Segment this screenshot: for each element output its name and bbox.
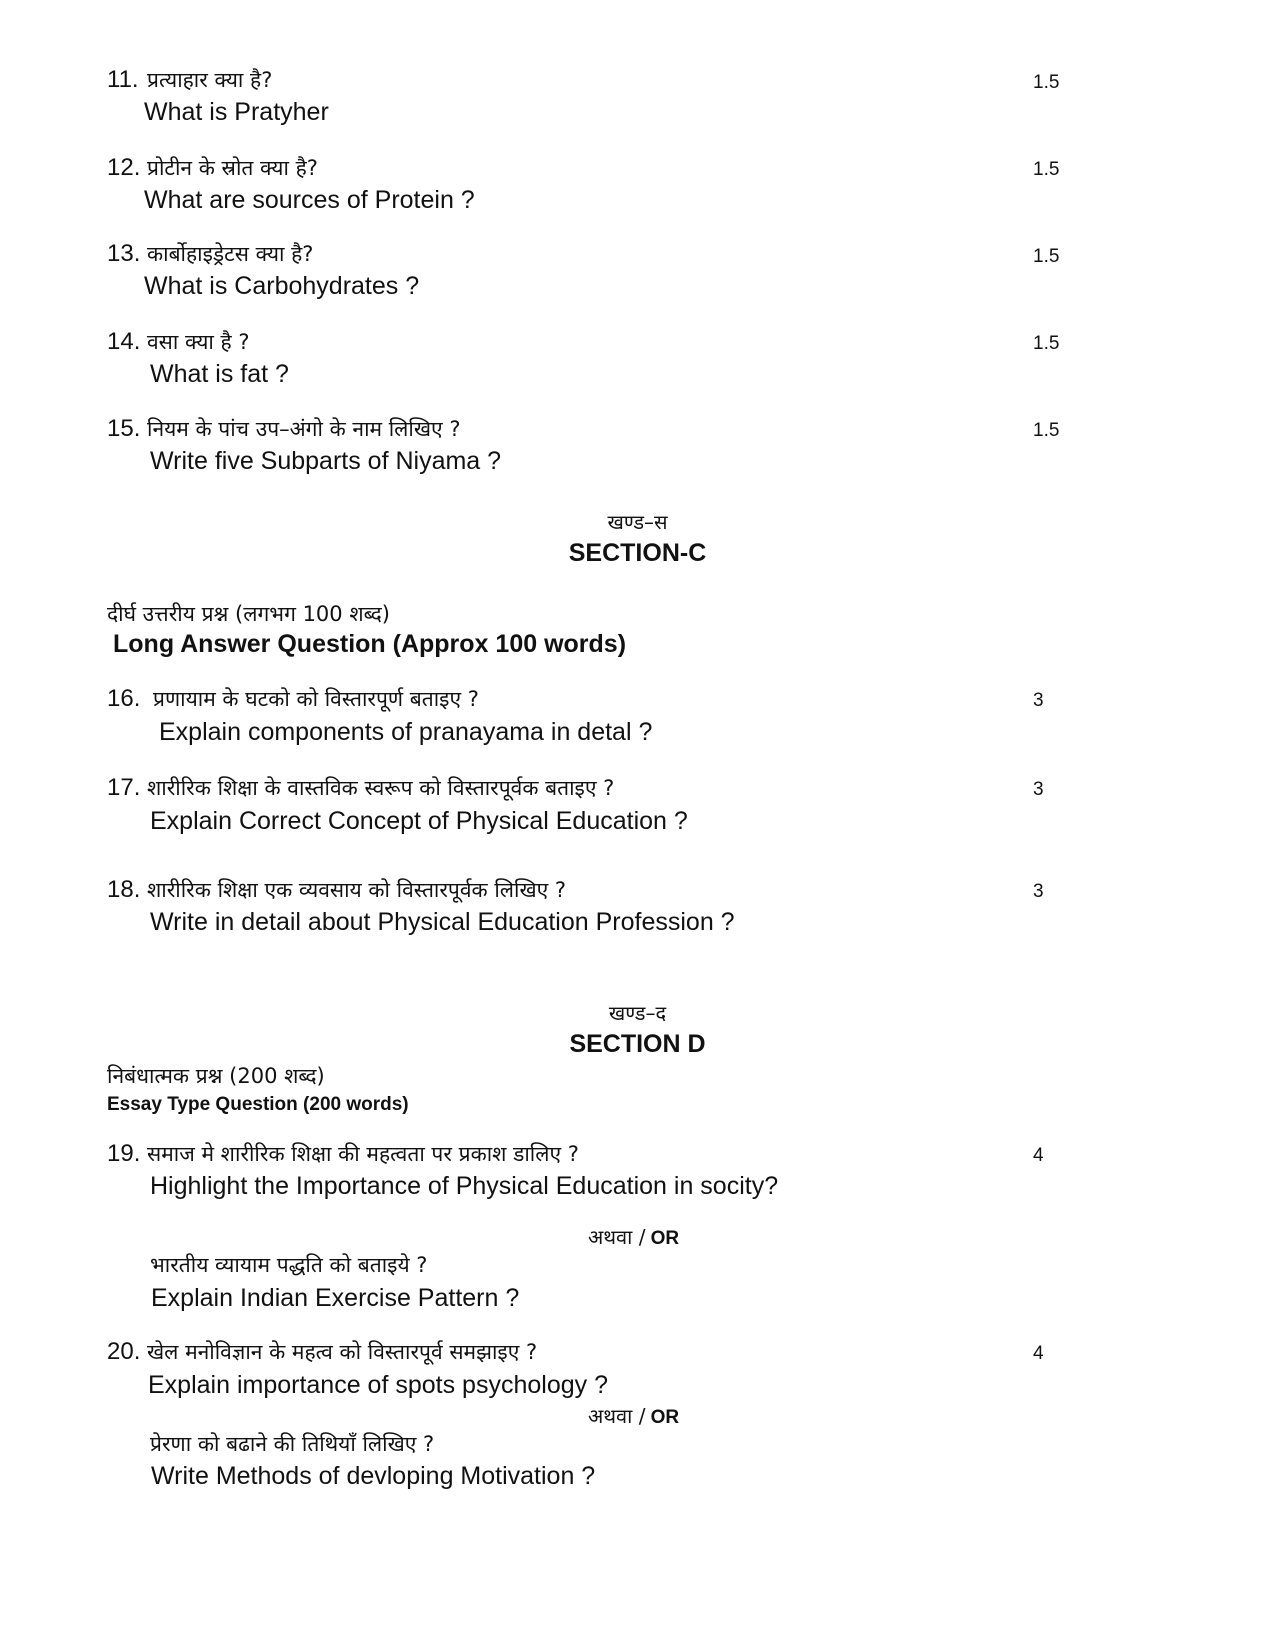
section-d-hindi-title: खण्ड–द	[608, 1001, 667, 1025]
question-number: 11.	[107, 66, 139, 93]
or-english: OR	[650, 1228, 680, 1249]
question-english: Write five Subparts of Niyama ?	[150, 447, 502, 475]
question-marks: 4	[1033, 1145, 1044, 1166]
question-number: 12.	[107, 154, 141, 181]
section-d-title: SECTION D	[569, 1030, 706, 1058]
section-c-instruction: Long Answer Question (Approx 100 words)	[113, 630, 627, 658]
question-number: 15.	[107, 415, 141, 442]
section-c-instruction-hindi: दीर्घ उत्तरीय प्रश्न (लगभग 100 शब्द)	[107, 602, 390, 626]
question-number: 13.	[107, 240, 141, 267]
question-english: Explain Correct Concept of Physical Education ?	[150, 807, 688, 835]
alternative-question-english: Explain Indian Exercise Pattern ?	[151, 1284, 520, 1312]
question-english: Highlight the Importance of Physical Education in socity?	[150, 1172, 779, 1200]
section-c-title: SECTION-C	[568, 539, 707, 567]
alternative-question-english: Write Methods of devloping Motivation ?	[151, 1462, 596, 1490]
question-marks: 3	[1033, 779, 1044, 800]
question-hindi: खेल मनोविज्ञान के महत्व को विस्तारपूर्व समझाइए ?	[147, 1340, 538, 1364]
question-hindi: नियम के पांच उप–अंगो के नाम लिखिए ?	[147, 417, 461, 441]
question-marks: 1.5	[1033, 72, 1060, 93]
question-marks: 1.5	[1033, 420, 1060, 441]
question-marks: 1.5	[1033, 159, 1060, 180]
question-number: 16.	[107, 685, 141, 712]
question-hindi: शारीरिक शिक्षा के वास्तविक स्वरूप को विस्तारपूर्वक बताइए ?	[147, 776, 615, 800]
section-d-instruction: Essay Type Question (200 words)	[107, 1094, 409, 1115]
question-number: 20.	[107, 1338, 141, 1365]
question-hindi: शारीरिक शिक्षा एक व्यवसाय को विस्तारपूर्वक लिखिए ?	[147, 878, 567, 902]
alternative-question-hindi: भारतीय व्यायाम पद्धति को बताइये ?	[150, 1253, 428, 1277]
question-number: 17.	[107, 774, 141, 801]
question-number: 18.	[107, 876, 141, 903]
question-hindi: प्रोटीन के स्रोत क्या है?	[147, 156, 318, 180]
question-number: 19.	[107, 1140, 141, 1167]
section-d-instruction-hindi: निबंधात्मक प्रश्न (200 शब्द)	[107, 1064, 325, 1088]
question-hindi: समाज मे शारीरिक शिक्षा की महत्वता पर प्रकाश डालिए ?	[147, 1142, 579, 1166]
alternative-question-hindi: प्रेरणा को बढाने की तिथियाँ लिखिए ?	[150, 1432, 435, 1456]
question-marks: 1.5	[1033, 246, 1060, 267]
question-hindi: कार्बोहाइड्रेटस क्या है?	[147, 242, 314, 266]
question-number: 14.	[107, 328, 141, 355]
or-english: OR	[650, 1407, 680, 1428]
question-marks: 1.5	[1033, 333, 1060, 354]
question-marks: 4	[1033, 1343, 1044, 1364]
or-separator	[588, 1402, 679, 1429]
question-english: What is fat ?	[150, 360, 289, 388]
or-hindi: अथवा /	[588, 1225, 646, 1249]
section-c-hindi-title: खण्ड–स	[607, 510, 668, 534]
question-english: Write in detail about Physical Education Profession ?	[150, 908, 735, 936]
or-hindi: अथवा /	[588, 1404, 646, 1428]
question-hindi: प्रत्याहार क्या है?	[147, 68, 273, 92]
question-hindi: वसा क्या है ?	[147, 330, 250, 354]
question-english: What is Pratyher	[144, 98, 329, 126]
question-english: Explain components of pranayama in detal ?	[159, 718, 653, 746]
question-marks: 3	[1033, 690, 1044, 711]
question-english: What are sources of Protein ?	[144, 186, 475, 214]
question-english: What is Carbohydrates ?	[144, 272, 420, 300]
or-separator	[588, 1223, 679, 1250]
question-marks: 3	[1033, 881, 1044, 902]
question-english: Explain importance of spots psychology ?	[148, 1371, 608, 1399]
question-hindi: प्रणायाम के घटको को विस्तारपूर्ण बताइए ?	[153, 687, 479, 711]
